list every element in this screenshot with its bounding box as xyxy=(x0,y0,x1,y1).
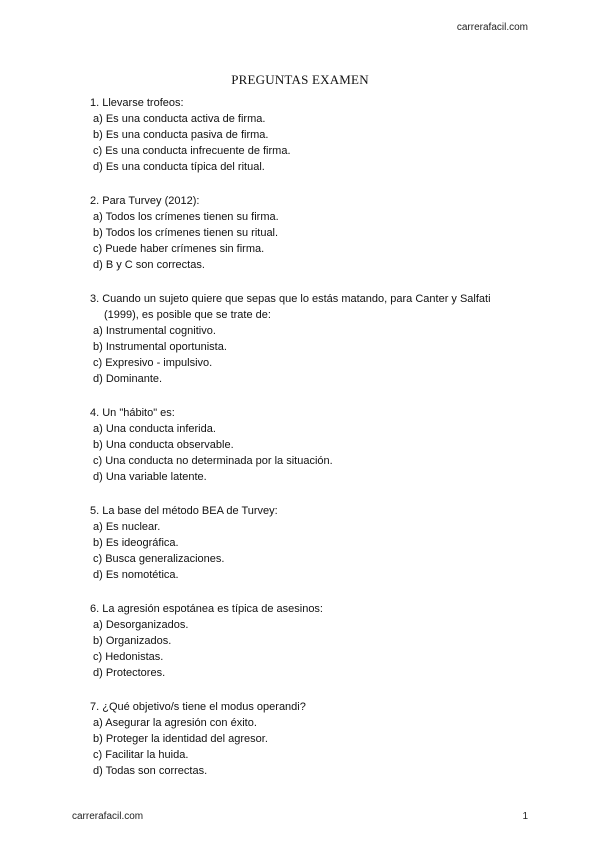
answer-option: b) Es ideográfica. xyxy=(93,537,179,549)
question-text: 3. Cuando un sujeto quiere que sepas que lo estás matando, para Canter y Salfati (1999), es posible que se trate de: xyxy=(90,293,491,321)
answer-option: b) Todos los crímenes tienen su ritual. xyxy=(93,227,279,239)
answer-option: d) Protectores. xyxy=(93,667,166,679)
question-text: 4. Un "hábito" es: xyxy=(90,407,175,419)
answer-option: c) Es una conducta infrecuente de firma. xyxy=(93,145,291,157)
answer-option: d) B y C son correctas. xyxy=(93,259,205,271)
page-number: 1 xyxy=(522,811,528,822)
question-6 xyxy=(86,601,526,681)
answer-option: d) Es nomotética. xyxy=(93,569,179,581)
question-7 xyxy=(86,699,526,779)
answer-option: a) Todos los crímenes tienen su firma. xyxy=(93,211,279,223)
answer-option: c) Busca generalizaciones. xyxy=(93,553,225,565)
answer-option: b) Es una conducta pasiva de firma. xyxy=(93,129,269,141)
answer-option: b) Instrumental oportunista. xyxy=(93,341,227,353)
answer-option: b) Una conducta observable. xyxy=(93,439,234,451)
question-text: 6. La agresión espotánea es típica de asesinos: xyxy=(90,603,323,615)
answer-option: c) Una conducta no determinada por la situación. xyxy=(93,455,333,467)
footer-site-name: carrerafacil.com xyxy=(72,811,144,822)
question-1 xyxy=(86,95,526,175)
question-text: 1. Llevarse trofeos: xyxy=(90,97,184,109)
answer-option: a) Instrumental cognitivo. xyxy=(93,325,216,337)
question-4 xyxy=(86,405,526,485)
answer-option: b) Proteger la identidad del agresor. xyxy=(93,733,268,745)
question-2 xyxy=(86,193,526,273)
answer-option: d) Una variable latente. xyxy=(93,471,207,483)
answer-option: c) Hedonistas. xyxy=(93,651,164,663)
question-text: 5. La base del método BEA de Turvey: xyxy=(90,505,278,517)
answer-option: a) Es una conducta activa de firma. xyxy=(93,113,266,125)
answer-option: d) Es una conducta típica del ritual. xyxy=(93,161,265,173)
question-list xyxy=(86,95,526,797)
question-text: 2. Para Turvey (2012): xyxy=(90,195,200,207)
answer-option: c) Expresivo - impulsivo. xyxy=(93,357,213,369)
question-text: 7. ¿Qué objetivo/s tiene el modus operandi? xyxy=(90,701,306,713)
answer-option: a) Desorganizados. xyxy=(93,619,189,631)
page-title: PREGUNTAS EXAMEN xyxy=(231,72,369,87)
header-site-name: carrerafacil.com xyxy=(456,22,528,33)
answer-option: b) Organizados. xyxy=(93,635,172,647)
answer-option: a) Una conducta inferida. xyxy=(93,423,216,435)
answer-option: c) Facilitar la huida. xyxy=(93,749,189,761)
answer-option: a) Es nuclear. xyxy=(93,521,161,533)
answer-option: a) Asegurar la agresión con éxito. xyxy=(93,717,257,729)
answer-option: d) Dominante. xyxy=(93,373,163,385)
question-3 xyxy=(86,291,526,387)
answer-option: d) Todas son correctas. xyxy=(93,765,208,777)
answer-option: c) Puede haber crímenes sin firma. xyxy=(93,243,265,255)
question-5 xyxy=(86,503,526,583)
